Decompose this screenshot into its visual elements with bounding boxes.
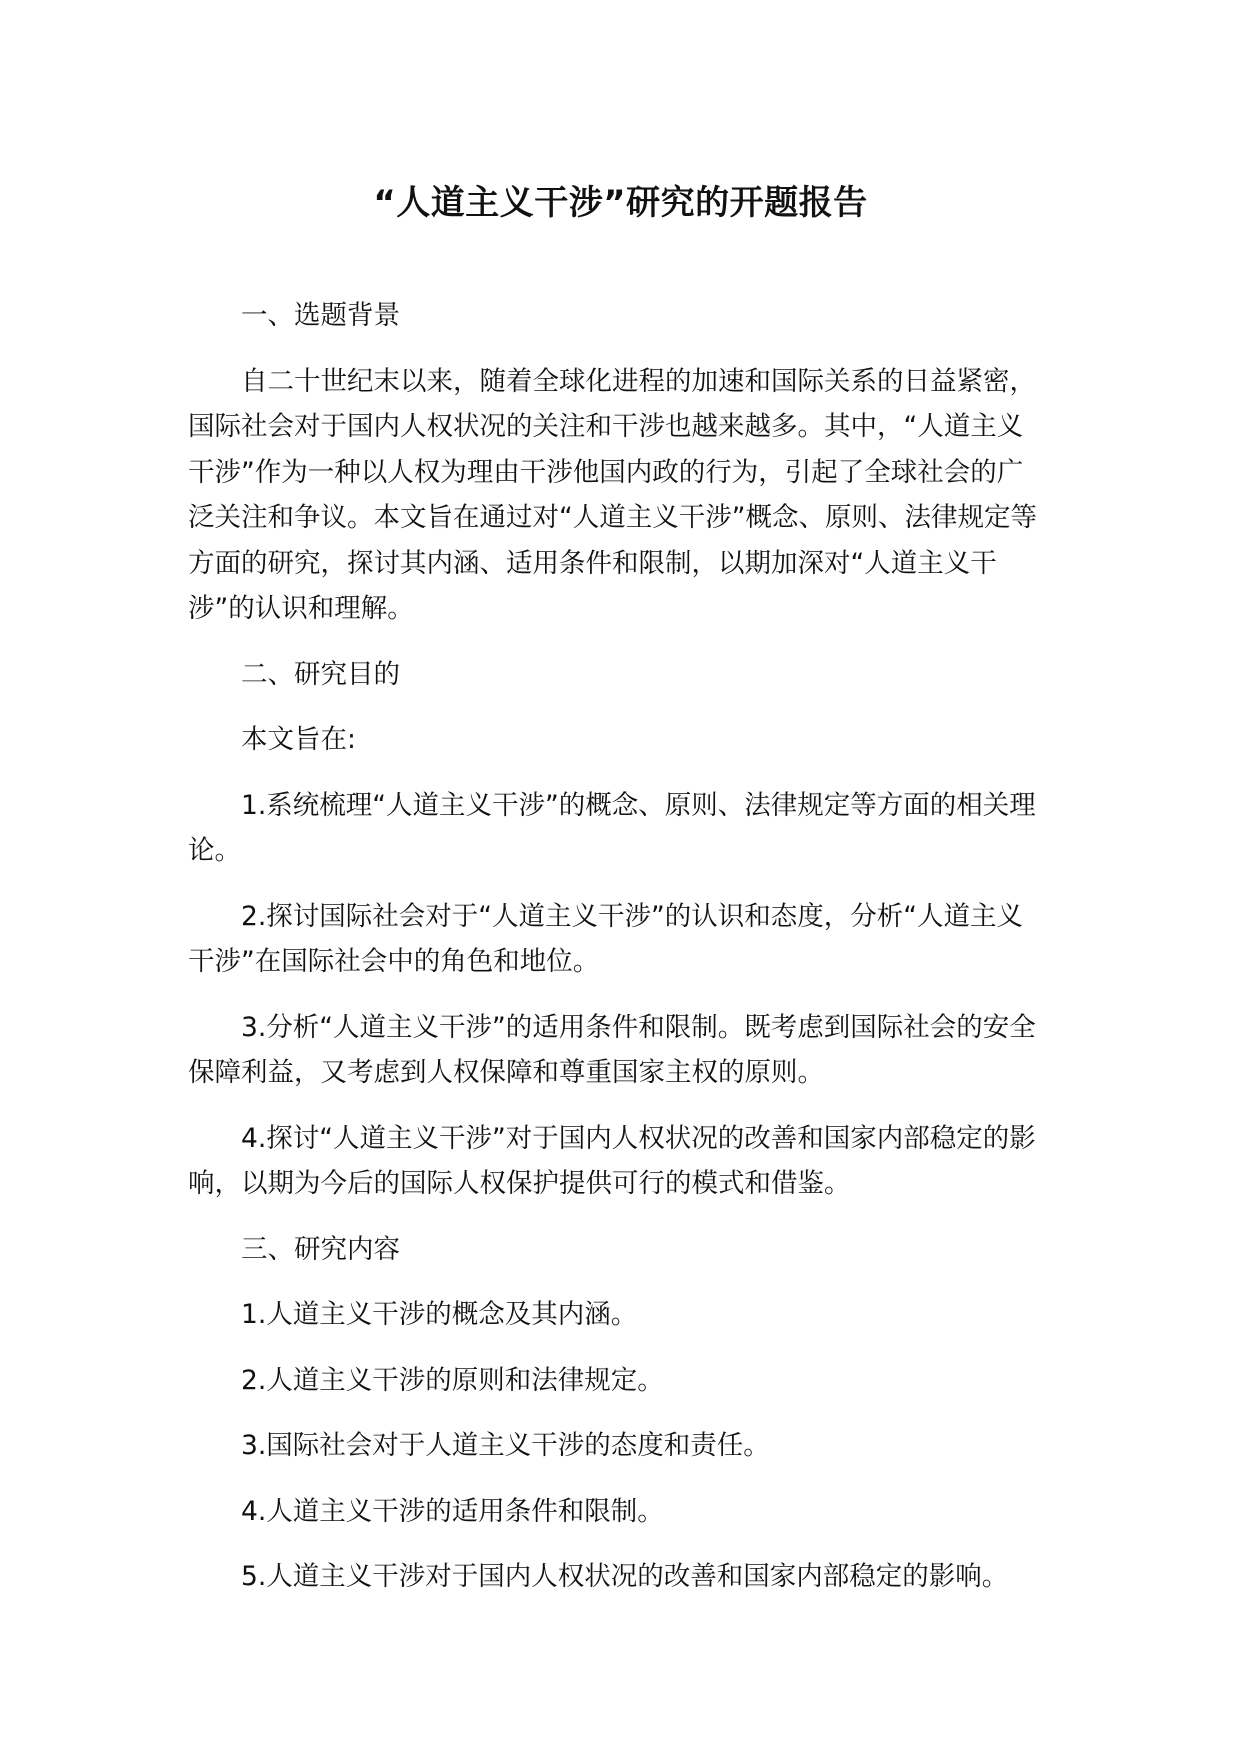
purpose-item-1: 1.系统梳理“人道主义干涉”的概念、原则、法律规定等方面的相关理论。 <box>188 789 1036 866</box>
purpose-intro: 本文旨在: <box>241 724 356 755</box>
purpose-item-3: 3.分析“人道主义干涉”的适用条件和限制。既考虑到国际社会的安全保障利益，又考虑到人权保障和尊重国家主权的原则。 <box>188 1011 1036 1088</box>
content-item-4: 4.人道主义干涉的适用条件和限制。 <box>241 1495 664 1527</box>
purpose-item-4: 4.探讨“人道主义干涉”对于国内人权状况的改善和国家内部稳定的影响，以期为今后的国际人权保护提供可行的模式和借鉴。 <box>188 1122 1036 1199</box>
section-heading-content: 三、研究内容 <box>241 1233 400 1265</box>
content-item-3: 3.国际社会对于人道主义干涉的态度和责任。 <box>241 1430 770 1461</box>
background-paragraph: 自二十世纪末以来，随着全球化进程的加速和国际关系的日益紧密，国际社会对于国内人权状况的关注和干涉也越来越多。其中，“人道主义干涉”作为一种以人权为理由干涉他国内政的行为，引起了全球社会的广泛关注和争议。本文旨在通过对“人道主义干涉”概念、原则、法律规定等方面的研究，探讨其内涵、适用条件和限制，以期加深对“人道主义干涉”的认识和理解。 <box>188 365 1037 624</box>
content-item-5: 5.人道主义干涉对于国内人权状况的改善和国家内部稳定的影响。 <box>241 1561 1009 1592</box>
content-item-2: 2.人道主义干涉的原则和法律规定。 <box>241 1364 664 1396</box>
section-heading-background: 一、选题背景 <box>241 300 400 331</box>
document-body <box>188 293 1048 1620</box>
content-item-1: 1.人道主义干涉的概念及其内涵。 <box>241 1299 638 1330</box>
document-title: “人道主义干涉”研究的开题报告 <box>373 183 868 223</box>
purpose-item-2: 2.探讨国际社会对于“人道主义干涉”的认识和态度，分析“人道主义干涉”在国际社会中的角色和地位。 <box>188 900 1023 977</box>
section-heading-purpose: 二、研究目的 <box>241 658 400 690</box>
